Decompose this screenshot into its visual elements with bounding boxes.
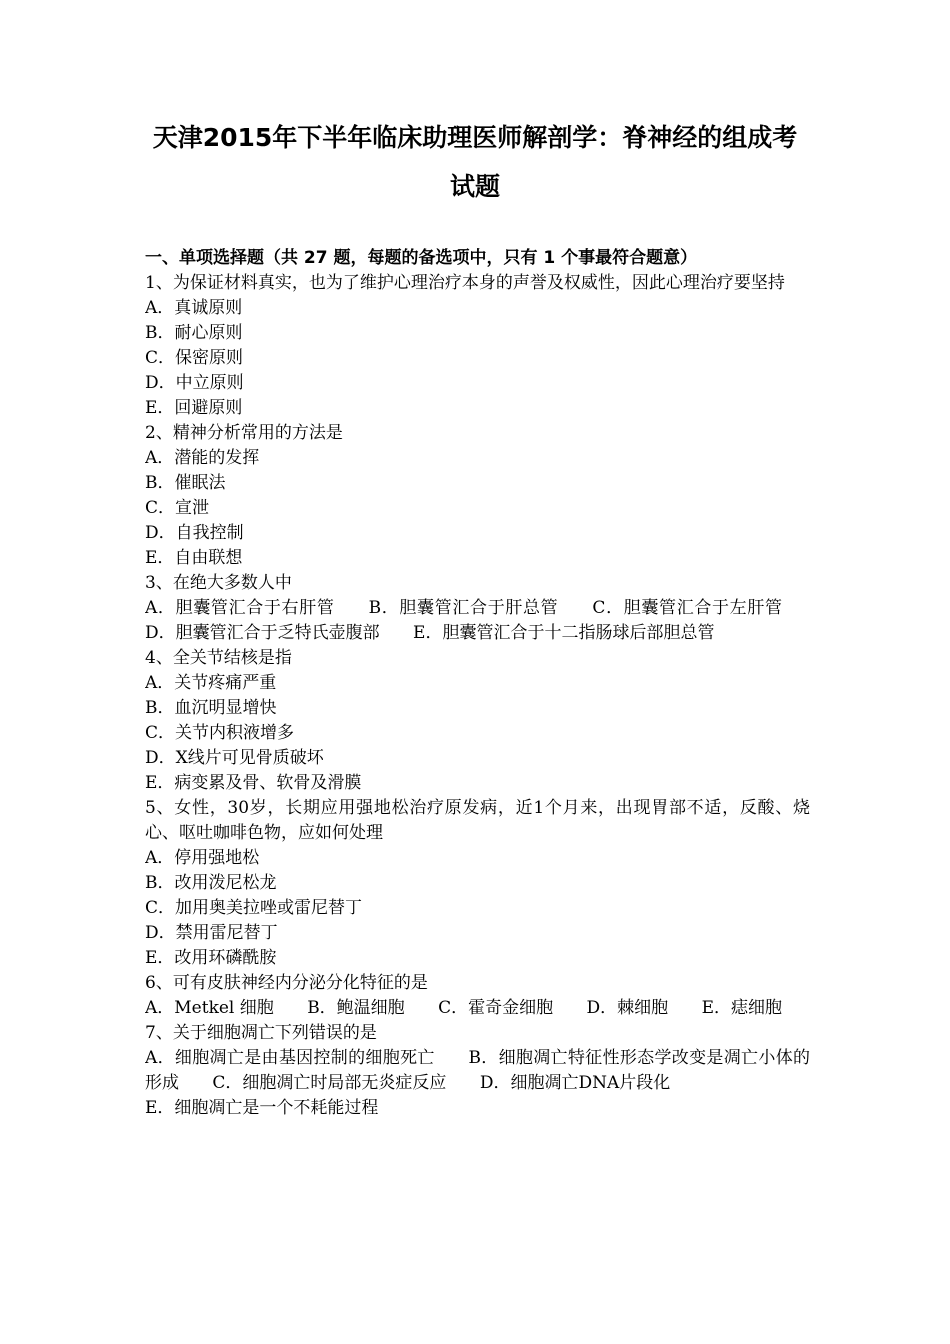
- question-option: D．细胞凋亡DNA片段化: [479, 1073, 671, 1093]
- question-option: E．胆囊管汇合于十二指肠球后部胆总管: [413, 623, 715, 643]
- inline-options: [145, 596, 810, 646]
- question-option: E．自由联想: [145, 548, 243, 568]
- question-option: D．X线片可见骨质破坏: [145, 748, 324, 768]
- document-title-line-2: 试题: [449, 172, 500, 201]
- question-option: D．中立原则: [145, 373, 244, 393]
- question-option: D．自我控制: [145, 523, 244, 543]
- question-stem: 1、为保证材料真实，也为了维护心理治疗本身的声誉及权威性，因此心理治疗要坚持: [145, 273, 785, 293]
- question-stem: 3、在绝大多数人中: [145, 573, 292, 593]
- question-stem: 5、女性，30岁，长期应用强地松治疗原发病，近1个月来，出现胃部不适，反酸、烧心、呕吐咖啡色物，应如何处理: [145, 798, 810, 843]
- question-option: E．回避原则: [145, 398, 243, 418]
- question-option: A．Metkel 细胞: [145, 998, 274, 1018]
- question-option: D．禁用雷尼替丁: [145, 923, 278, 943]
- inline-options: [145, 996, 810, 1021]
- question-option: D．棘细胞: [586, 998, 669, 1018]
- question-stem: 7、关于细胞凋亡下列错误的是: [145, 1023, 377, 1043]
- question-option: A．潜能的发挥: [145, 448, 260, 468]
- question-option: C．胆囊管汇合于左肝管: [592, 598, 782, 618]
- question-option: A．胆囊管汇合于右肝管: [145, 598, 335, 618]
- question-option: B．催眠法: [145, 473, 226, 493]
- question-option: C．宣泄: [145, 498, 210, 518]
- question-option: B．胆囊管汇合于肝总管: [368, 598, 559, 618]
- document-title-line-1: 天津2015年下半年临床助理医师解剖学：脊神经的组成考: [152, 123, 798, 152]
- question-option: A．停用强地松: [145, 848, 260, 868]
- section-heading: 一、单项选择题（共 27 题，每题的备选项中，只有 1 个事最符合题意）: [145, 248, 698, 268]
- question-option: D．胆囊管汇合于乏特氏壶腹部: [145, 623, 380, 643]
- document-body: [145, 246, 810, 1121]
- question-option: E．痣细胞: [701, 998, 782, 1018]
- question-option: B．鲍温细胞: [307, 998, 405, 1018]
- question-option: A．关节疼痛严重: [145, 673, 277, 693]
- question-stem: 4、全关节结核是指: [145, 648, 292, 668]
- question-option: A．真诚原则: [145, 298, 243, 318]
- question-option: B．改用泼尼松龙: [145, 873, 277, 893]
- question-option: B．血沉明显增快: [145, 698, 277, 718]
- question-option: E．改用环磷酰胺: [145, 948, 277, 968]
- question-stem: 6、可有皮肤神经内分泌分化特征的是: [145, 973, 428, 993]
- question-option: C．细胞凋亡时局部无炎症反应: [212, 1073, 447, 1093]
- question-stem: 2、精神分析常用的方法是: [145, 423, 343, 443]
- question-option: E．细胞凋亡是一个不耗能过程: [145, 1098, 379, 1118]
- question-option: A．细胞凋亡是由基因控制的细胞死亡: [145, 1048, 435, 1068]
- question-option: C．霍奇金细胞: [438, 998, 554, 1018]
- question-option: B．耐心原则: [145, 323, 243, 343]
- question-option: E．病变累及骨、软骨及滑膜: [145, 773, 362, 793]
- question-option: C．关节内积液增多: [145, 723, 295, 743]
- question-option: B．细胞凋亡特征性形态学改变是凋亡小体的形成: [145, 1048, 810, 1093]
- question-option: C．保密原则: [145, 348, 244, 368]
- question-option: C．加用奥美拉唑或雷尼替丁: [145, 898, 363, 918]
- inline-options: [145, 1046, 810, 1096]
